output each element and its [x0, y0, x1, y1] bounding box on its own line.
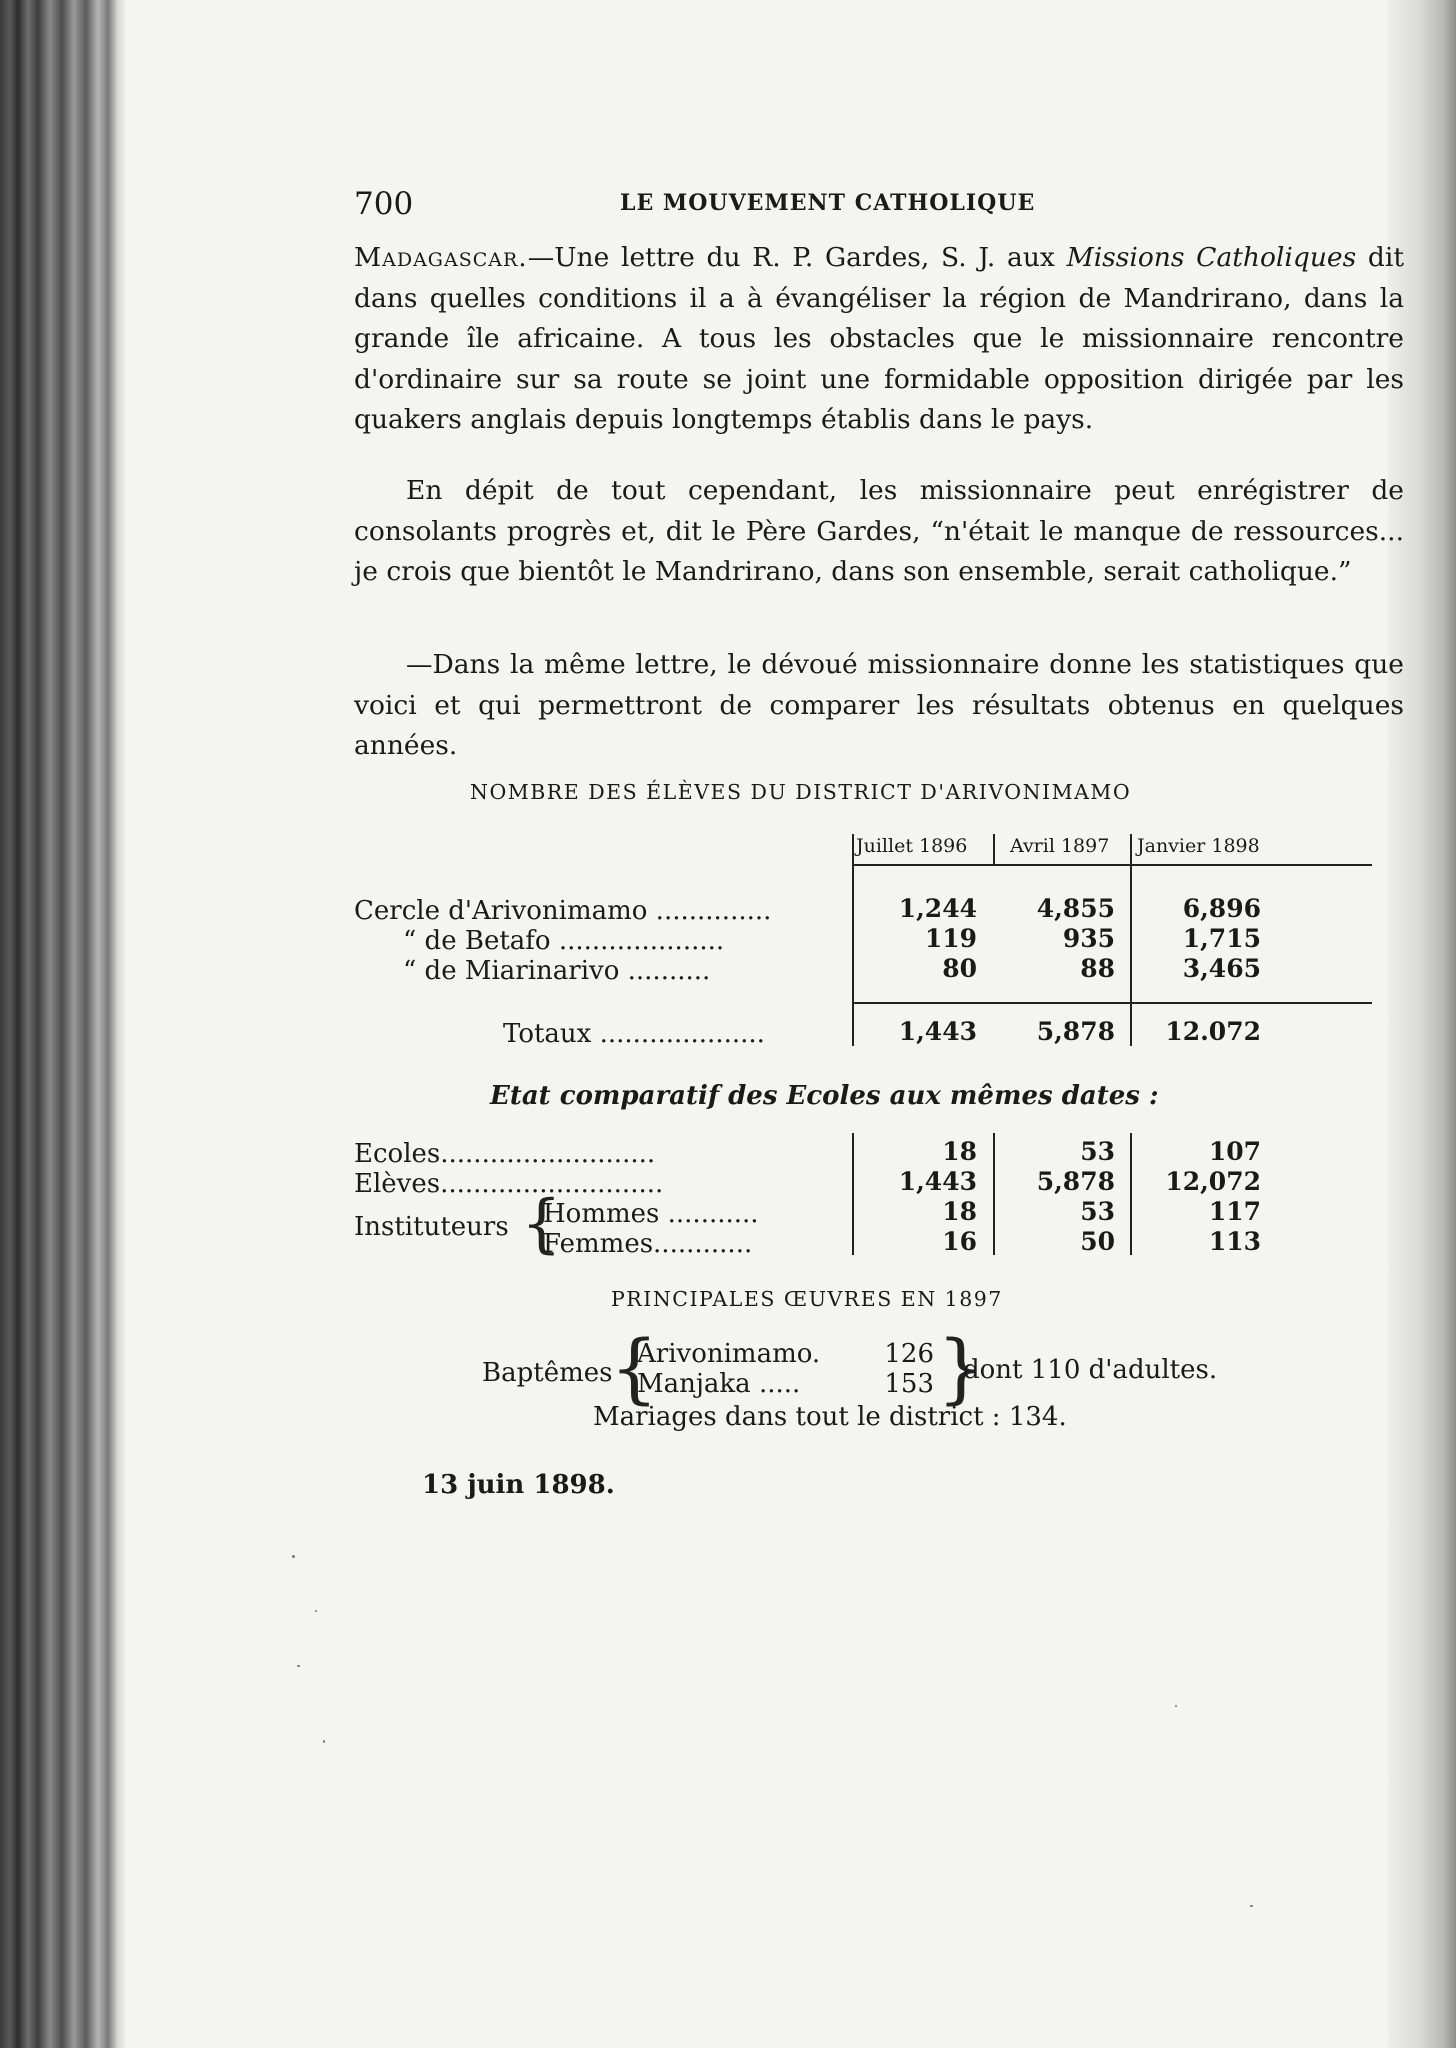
column-header: Avril 1897 — [1010, 835, 1110, 857]
print-speck — [323, 1740, 325, 1743]
table-total-label: Totaux .................... — [503, 1019, 765, 1049]
marriages-line: Mariages dans tout le district : 134. — [593, 1402, 1067, 1432]
section-label: Madagascar. — [354, 242, 528, 273]
print-speck — [1175, 1705, 1177, 1707]
table-cell: 80 — [942, 954, 977, 983]
table-cell: 88 — [1080, 954, 1115, 983]
table-row-label: “ de Miarinarivo .......... — [403, 956, 711, 986]
baptism-count: 126 — [884, 1339, 934, 1369]
table-rule — [1130, 1133, 1132, 1255]
table-cell: 53 — [1080, 1137, 1115, 1166]
paragraph-progress: En dépit de tout cependant, les missionnaire peut enrégistrer de consolants progrès et, dit le Père Gardes, “n'était le manque de ressources... je crois que bientôt le Mandrirano, dans son ensemble, serait catholique.” — [354, 475, 1404, 587]
table-cell: 16 — [942, 1227, 977, 1256]
page-number: 700 — [354, 186, 414, 222]
table-row-label: “ de Betafo .................... — [403, 926, 725, 956]
table-rule — [852, 1002, 1372, 1004]
table-rule — [852, 834, 854, 1046]
table-rule — [852, 864, 1372, 866]
journal-title: Missions Catholiques — [1066, 242, 1357, 273]
baptisms-label: Baptêmes — [482, 1358, 613, 1388]
table-cell: 4,855 — [1036, 894, 1115, 923]
table-cell: 3,465 — [1182, 954, 1261, 983]
paragraph-statistics: —Dans la même lettre, le dévoué missionnaire donne les statistiques que voici et qui permettront de comparer les résultats obtenus en quelques années. — [354, 649, 1404, 761]
table-cell: 935 — [1062, 924, 1115, 953]
table-cell: 119 — [924, 924, 977, 953]
baptism-place: Manjaka ..... — [637, 1369, 801, 1399]
print-speck — [292, 1555, 295, 1558]
table-row-label: Ecoles.......................... — [354, 1139, 656, 1169]
paragraph-text: dit dans quelles conditions il a à évangéliser la région de Mandrirano, dans la grande île africaine. A tous les obstacles que le missionnaire rencontre d'ordinaire sur sa route se joint une formidable opposition dirigée par les quakers anglais depuis longtemps établis dans le pays. — [354, 242, 1405, 435]
table-row-label: Hommes ........... — [543, 1199, 759, 1229]
print-speck — [315, 1610, 317, 1612]
table-cell: 6,896 — [1182, 894, 1261, 923]
schools-table-title: Etat comparatif des Ecoles aux mêmes dates : — [490, 1081, 1159, 1111]
table-cell: 53 — [1080, 1197, 1115, 1226]
print-speck — [297, 1665, 300, 1667]
pupils-table-title: NOMBRE DES ÉLÈVES DU DISTRICT D'ARIVONIMAMO — [470, 780, 1132, 804]
table-cell: 5,878 — [1036, 1167, 1115, 1196]
table-rule — [1130, 834, 1132, 1046]
table-cell: 1,715 — [1182, 924, 1261, 953]
table-cell: 1,244 — [898, 894, 977, 923]
table-cell: 107 — [1208, 1137, 1261, 1166]
table-cell: 117 — [1208, 1197, 1261, 1226]
baptism-count: 153 — [884, 1369, 934, 1399]
table-rule — [852, 1133, 854, 1255]
table-total-cell: 12.072 — [1165, 1017, 1261, 1046]
column-header: Juillet 1896 — [856, 835, 968, 857]
table-cell: 12,072 — [1165, 1167, 1261, 1196]
works-title: PRINCIPALES ŒUVRES EN 1897 — [611, 1287, 1003, 1311]
table-cell: 18 — [942, 1137, 977, 1166]
table-cell: 113 — [1208, 1227, 1261, 1256]
table-cell: 1,443 — [898, 1167, 977, 1196]
adults-note: dont 110 d'adultes. — [963, 1355, 1218, 1385]
table-total-cell: 1,443 — [898, 1017, 977, 1046]
letter-date: 13 juin 1898. — [422, 1470, 615, 1500]
column-header: Janvier 1898 — [1137, 835, 1260, 857]
paragraph-text: —Une lettre du R. P. Gardes, S. J. aux — [527, 242, 1067, 273]
brace-glyph: { — [610, 1323, 659, 1412]
brace-glyph: { — [521, 1187, 562, 1261]
table-cell: 50 — [1080, 1227, 1115, 1256]
table-cell: 18 — [942, 1197, 977, 1226]
running-head: LE MOUVEMENT CATHOLIQUE — [620, 190, 1036, 216]
teachers-label: Instituteurs — [354, 1212, 509, 1242]
brace-glyph: } — [937, 1323, 986, 1412]
book-page — [125, 0, 1405, 2048]
book-binding-edge — [0, 0, 125, 2048]
paragraph-madagascar — [354, 238, 1404, 441]
table-row-label: Elèves........................... — [354, 1169, 664, 1199]
print-speck — [1250, 1905, 1253, 1907]
table-rule — [993, 834, 995, 864]
table-row-label: Cercle d'Arivonimamo .............. — [354, 896, 772, 926]
table-total-cell: 5,878 — [1036, 1017, 1115, 1046]
baptism-place: Arivonimamo. — [637, 1339, 821, 1369]
table-row-label: Femmes............ — [543, 1229, 753, 1259]
